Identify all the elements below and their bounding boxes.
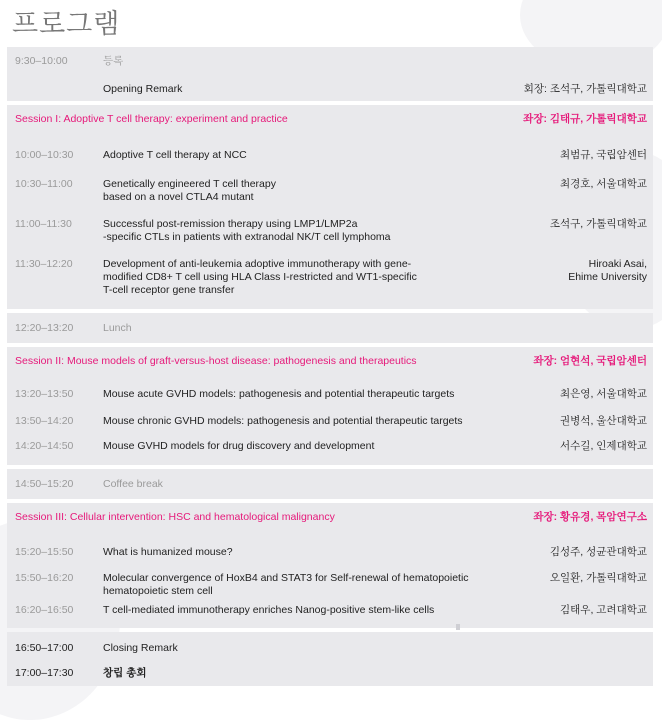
talk-title-line: hematopoietic stem cell: [103, 585, 213, 597]
talk-speaker: 최범규, 국립암센터: [560, 149, 647, 161]
talk-title-line: -specific CTLs in patients with extranodal NK/T cell lymphoma: [103, 231, 391, 243]
talk-time: 13:50–14:20: [15, 415, 74, 427]
talk-title-line: Genetically engineered T cell therapy: [103, 178, 276, 190]
opening-speaker: 회장: 조석구, 가톨릭대학교: [523, 83, 647, 95]
talk-title: [103, 178, 533, 204]
session-header: [7, 347, 653, 375]
talk-title-line: Molecular convergence of HoxB4 and STAT3 for Self-renewal of hematopoietic: [103, 572, 469, 584]
talk-title: [103, 572, 533, 598]
session-header: [7, 503, 653, 531]
talk-speaker: 조석구, 가톨릭대학교: [549, 218, 647, 230]
talk-speaker: 김태우, 고려대학교: [560, 604, 647, 616]
talk-speaker: 김성주, 성균관대학교: [549, 546, 647, 558]
session-chair: 좌장: 김태규, 가톨릭대학교: [523, 113, 647, 125]
general-meeting-label: 창립 총회: [103, 667, 147, 679]
session-header: [7, 105, 653, 133]
talk-time: 15:50–16:20: [15, 572, 74, 584]
talk-title-line: based on a novel CTLA4 mutant: [103, 191, 254, 203]
opening-block: [7, 47, 653, 101]
opening-label: Opening Remark: [103, 83, 183, 95]
talk-title: Mouse acute GVHD models: pathogenesis and potential therapeutic targets: [103, 388, 455, 400]
lunch-time: 12:20–13:20: [15, 322, 74, 334]
talk-title-line: Development of anti-leukemia adoptive immunotherapy with gene-: [103, 258, 412, 270]
session-title: Session II: Mouse models of graft-versus-host disease: pathogenesis and therapeutics: [15, 355, 417, 367]
divider-mark: [456, 624, 460, 630]
closing-label: Closing Remark: [103, 642, 178, 654]
talk-speaker: 최은영, 서울대학교: [560, 388, 647, 400]
talk-time: 11:00–11:30: [15, 218, 72, 230]
program-table: [7, 47, 653, 686]
talk-speaker: 서수길, 인제대학교: [560, 440, 647, 452]
page-title: 프로그램: [12, 9, 121, 40]
session-talks: [7, 531, 653, 628]
registration-time: 9:30–10:00: [15, 55, 68, 67]
closing-block: [7, 632, 653, 686]
session-talks: [7, 375, 653, 465]
session-title: Session III: Cellular intervention: HSC and hematological malignancy: [15, 511, 335, 523]
talk-speaker: 최경호, 서울대학교: [560, 178, 647, 190]
talk-time: 15:20–15:50: [15, 546, 74, 558]
registration-label: 등록: [103, 55, 124, 67]
talk-time: 16:20–16:50: [15, 604, 74, 616]
talk-speaker-line: Ehime University: [568, 271, 647, 283]
talk-title: Mouse chronic GVHD models: pathogenesis and potential therapeutic targets: [103, 415, 463, 427]
talk-speaker: 권병석, 울산대학교: [560, 415, 647, 427]
closing-time: 16:50–17:00: [15, 642, 74, 654]
session-chair: 좌장: 엄현석, 국립암센터: [533, 355, 647, 367]
coffee-row: [7, 469, 653, 499]
talk-title: [103, 218, 533, 244]
talk-speaker-line: Hiroaki Asai,: [588, 258, 647, 270]
talk-title: T cell-mediated immunotherapy enriches Nanog-positive stem-like cells: [103, 604, 435, 616]
session-talks: [7, 133, 653, 309]
general-meeting-time: 17:00–17:30: [15, 667, 74, 679]
talk-speaker: 오일환, 가톨릭대학교: [549, 572, 647, 584]
talk-time: 14:20–14:50: [15, 440, 74, 452]
talk-title: Adoptive T cell therapy at NCC: [103, 149, 247, 161]
coffee-label: Coffee break: [103, 478, 163, 490]
talk-title: Mouse GVHD models for drug discovery and development: [103, 440, 375, 452]
talk-time: 13:20–13:50: [15, 388, 74, 400]
talk-title-line: T-cell receptor gene transfer: [103, 284, 235, 296]
talk-title: [103, 258, 533, 297]
talk-speaker: [568, 258, 647, 284]
talk-time: 10:30–11:00: [15, 178, 73, 190]
lunch-label: Lunch: [103, 322, 132, 334]
session-chair: 좌장: 황유경, 목암연구소: [533, 511, 647, 523]
lunch-row: [7, 313, 653, 343]
talk-title: What is humanized mouse?: [103, 546, 233, 558]
talk-title-line: modified CD8+ T cell using HLA Class I-restricted and WT1-specific: [103, 271, 417, 283]
session-title: Session I: Adoptive T cell therapy: experiment and practice: [15, 113, 288, 125]
coffee-time: 14:50–15:20: [15, 478, 74, 490]
talk-time: 11:30–12:20: [15, 258, 73, 270]
talk-time: 10:00–10:30: [15, 149, 74, 161]
talk-title-line: Successful post-remission therapy using LMP1/LMP2a: [103, 218, 358, 230]
